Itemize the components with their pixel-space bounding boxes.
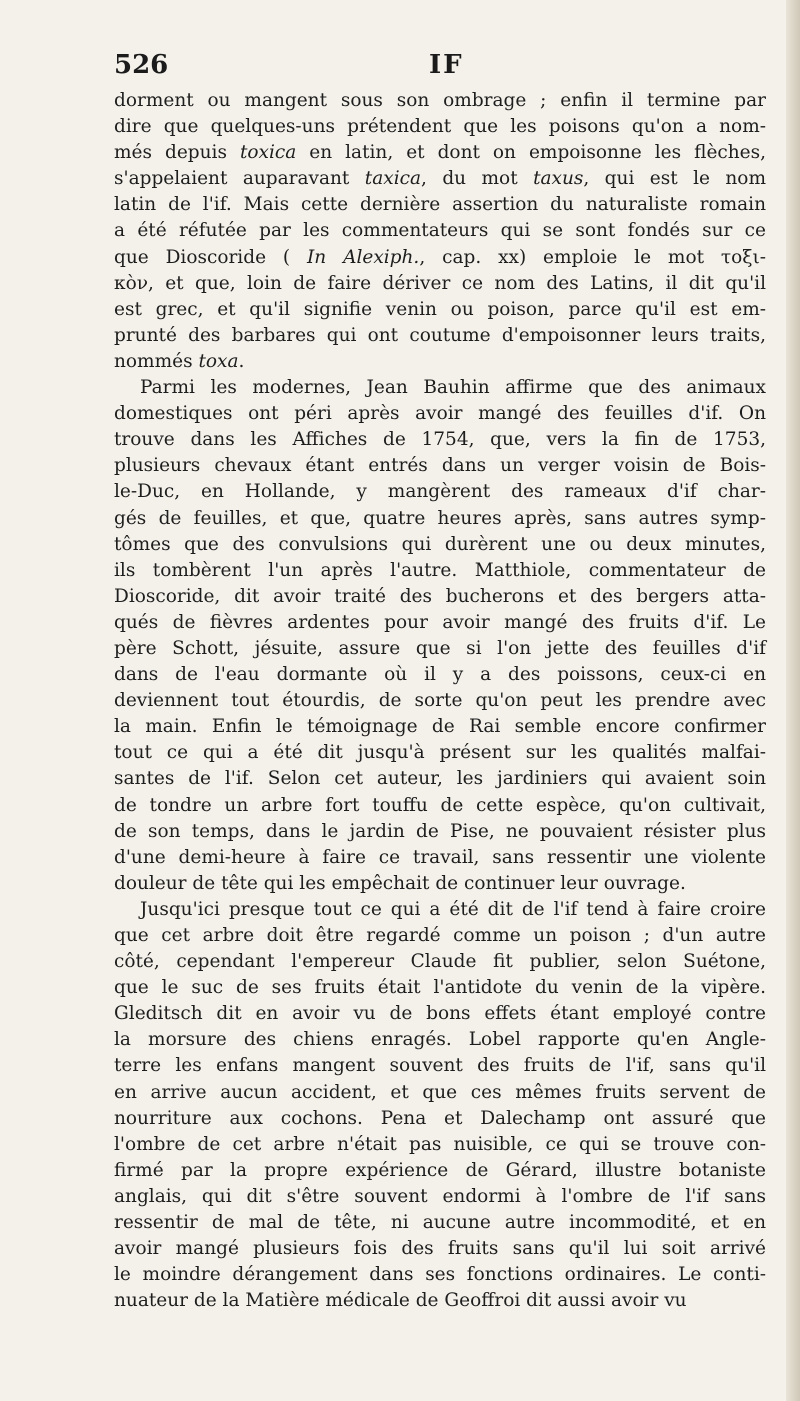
text-line: santes de l'if. Selon cet auteur, les jardiniers qui avaient soin <box>114 768 766 790</box>
text-line: κὸν, et que, loin de faire dériver ce nom des Latins, il dit qu'il <box>114 272 766 294</box>
text-line: en arrive aucun accident, et que ces mêmes fruits servent de <box>114 1081 766 1103</box>
running-head: IF <box>429 50 464 80</box>
text-line: Dioscoride, dit avoir traité des bucherons et des bergers atta- <box>114 585 766 607</box>
text-line: la main. Enfin le témoignage de Rai semble encore confirmer <box>114 716 766 738</box>
text-line: a été réfutée par les commentateurs qui se sont fondés sur ce <box>114 220 766 242</box>
text-line: qués de fièvres ardentes pour avoir mangé des fruits d'if. Le <box>114 611 766 633</box>
text-line: l'ombre de cet arbre n'était pas nuisible, ce qui se trouve con- <box>114 1133 766 1155</box>
text-line: latin de l'if. Mais cette dernière assertion du naturaliste romain <box>114 194 766 216</box>
text-line: que le suc de ses fruits était l'antidote du venin de la vipère. <box>114 977 766 999</box>
text-line: avoir mangé plusieurs fois des fruits sans qu'il lui soit arrivé <box>114 1238 766 1260</box>
text-line: Gleditsch dit en avoir vu de bons effets étant employé contre <box>114 1003 766 1025</box>
text-line: nourriture aux cochons. Pena et Dalechamp ont assuré que <box>114 1107 766 1129</box>
text-line: s'appelaient auparavant taxica, du mot taxus, qui est le nom <box>114 168 766 190</box>
text-line: tômes que des convulsions qui durèrent une ou deux minutes, <box>114 533 766 555</box>
text-line: ils tombèrent l'un après l'autre. Matthiole, commentateur de <box>114 559 766 581</box>
text-line: trouve dans les Affiches de 1754, que, vers la fin de 1753, <box>114 429 766 451</box>
text-line: domestiques ont péri après avoir mangé des feuilles d'if. On <box>114 403 766 425</box>
text-line: père Schott, jésuite, assure que si l'on jette des feuilles d'if <box>114 637 766 659</box>
text-line: d'une demi-heure à faire ce travail, sans ressentir une violente <box>114 846 766 868</box>
text-line: le moindre dérangement dans ses fonctions ordinaires. Le conti- <box>114 1264 766 1286</box>
text-line: Jusqu'ici presque tout ce qui a été dit de l'if tend à faire croire <box>140 898 766 920</box>
page-header <box>114 50 764 86</box>
text-line: côté, cependant l'empereur Claude fit publier, selon Suétone, <box>114 951 766 973</box>
text-line: le-Duc, en Hollande, y mangèrent des rameaux d'if char- <box>114 481 766 503</box>
text-line: est grec, et qu'il signifie venin ou poison, parce qu'il est em- <box>114 298 766 320</box>
text-line: ressentir de mal de tête, ni aucune autre incommodité, et en <box>114 1212 766 1234</box>
body-text <box>114 88 766 1314</box>
text-line: dorment ou mangent sous son ombrage ; enfin il termine par <box>114 90 766 111</box>
text-line: deviennent tout étourdis, de sorte qu'on peut les prendre avec <box>114 690 766 712</box>
text-line: que Dioscoride ( In Alexiph., cap. xx) emploie le mot τοξι- <box>114 246 766 268</box>
text-line: que cet arbre doit être regardé comme un poison ; d'un autre <box>114 925 766 946</box>
text-line: firmé par la propre expérience de Gérard, illustre botaniste <box>114 1159 766 1181</box>
text-line: nommés toxa. <box>114 350 245 372</box>
text-line: Parmi les modernes, Jean Bauhin affirme que des animaux <box>140 377 766 399</box>
text-line: dans de l'eau dormante où il y a des poissons, ceux-ci en <box>114 664 766 686</box>
page-gutter <box>786 0 800 1401</box>
text-line: de tondre un arbre fort touffu de cette espèce, qu'on cultivait, <box>114 794 766 816</box>
text-line: la morsure des chiens enragés. Lobel rapporte qu'en Angle- <box>114 1029 766 1051</box>
text-line: dire que quelques-uns prétendent que les poisons qu'on a nom- <box>114 116 766 138</box>
text-line: gés de feuilles, et que, quatre heures après, sans autres symp- <box>114 507 766 529</box>
text-line: plusieurs chevaux étant entrés dans un verger voisin de Bois- <box>114 455 766 477</box>
text-line: més depuis toxica en latin, et dont on empoisonne les flèches, <box>114 142 766 164</box>
page-number: 526 <box>114 50 169 80</box>
text-line: douleur de tête qui les empêchait de continuer leur ouvrage. <box>114 872 686 894</box>
text-line: nuateur de la Matière médicale de Geoffroi dit aussi avoir vu <box>114 1290 687 1312</box>
text-line: terre les enfans mangent souvent des fruits de l'if, sans qu'il <box>114 1055 766 1077</box>
text-line: prunté des barbares qui ont coutume d'empoisonner leurs traits, <box>114 324 766 346</box>
text-line: anglais, qui dit s'être souvent endormi à l'ombre de l'if sans <box>114 1185 766 1207</box>
text-line: tout ce qui a été dit jusqu'à présent sur les qualités malfai- <box>114 742 766 764</box>
text-line: de son temps, dans le jardin de Pise, ne pouvaient résister plus <box>114 820 766 842</box>
